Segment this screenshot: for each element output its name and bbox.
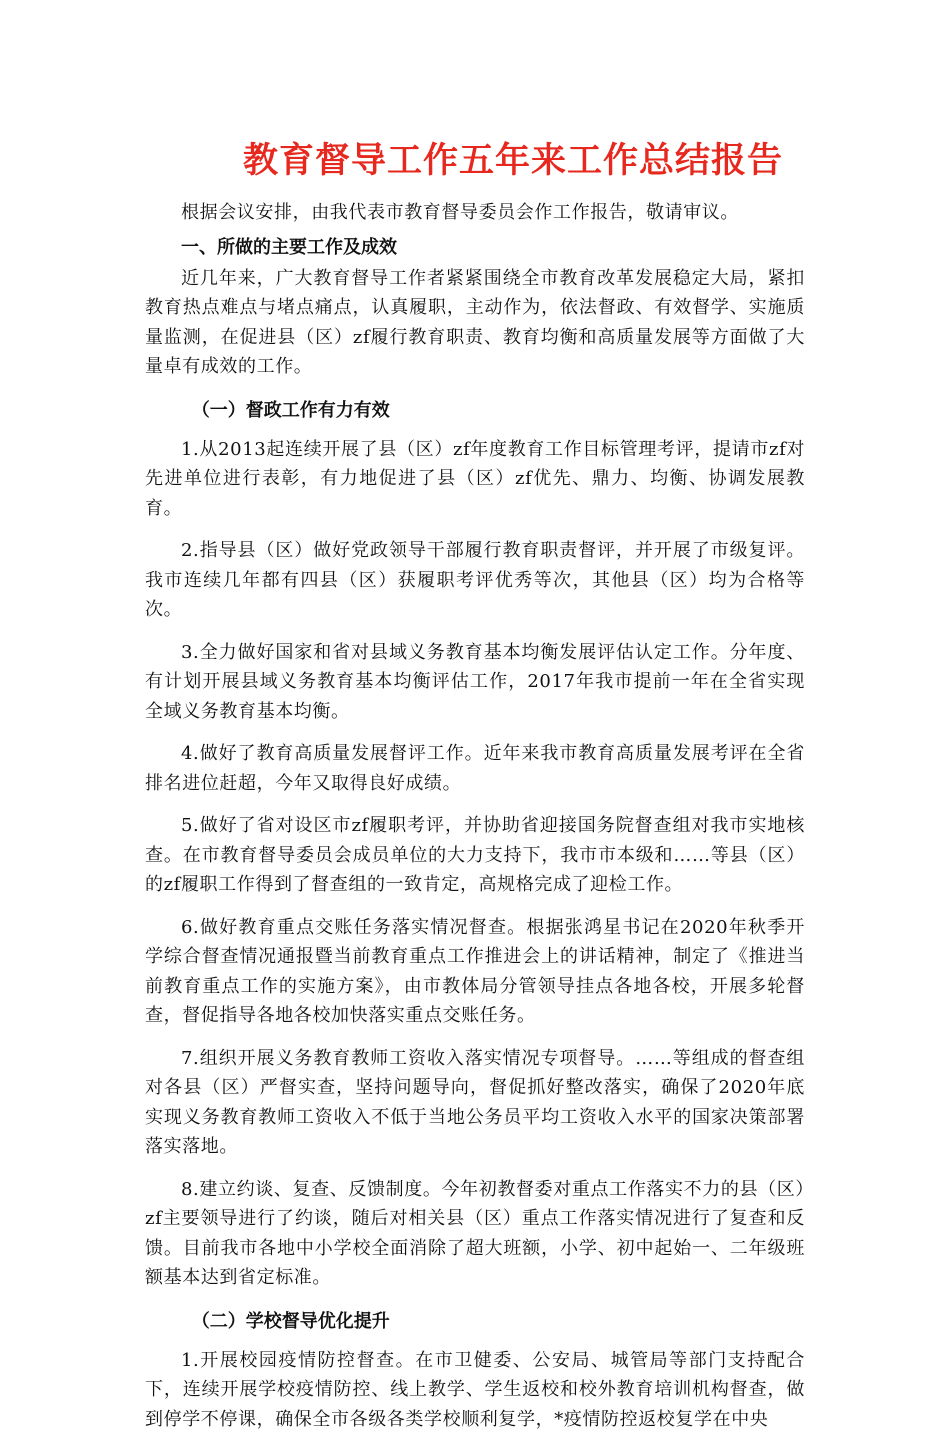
section-heading-1: 一、所做的主要工作及成效 (181, 236, 397, 258)
list-item: 3.全力做好国家和省对县域义务教育基本均衡发展评估认定工作。分年度、有计划开展县域义务教育基本均衡评估工作，2017年我市提前一年在全省实现全域义务教育基本均衡。 (145, 641, 805, 722)
document-title: 教育督导工作五年来工作总结报告 (243, 141, 784, 181)
subsection-heading-2: （二）学校督导优化提升 (191, 1310, 390, 1332)
list-item: 1.从2013起连续开展了县（区）zf年度教育工作目标管理考评，提请市zf对先进单位进行表彰，有力地促进了县（区）zf优先、鼎力、均衡、协调发展教育。 (145, 438, 805, 519)
list-item: 6.做好教育重点交账任务落实情况督查。根据张鸿星书记在2020年秋季开学综合督查情况通报暨当前教育重点工作推进会上的讲话精神，制定了《推进当前教育重点工作的实施方案》，由市教体局分管领导挂点各地各校，开展多轮督查，督促指导各地各校加快落实重点交账任务。 (145, 916, 805, 1026)
list-item: 7.组织开展义务教育教师工资收入落实情况专项督导。……等组成的督查组对各县（区）严督实查，坚持问题导向，督促抓好整改落实，确保了2020年底实现义务教育教师工资收入不低于当地公务员平均工资收入水平的国家决策部署落实落地。 (145, 1047, 805, 1157)
list-item: 2.指导县（区）做好党政领导干部履行教育职责督评，并开展了市级复评。我市连续几年都有四县（区）获履职考评优秀等次，其他县（区）均为合格等次。 (145, 540, 805, 620)
subsection-heading-1: （一）督政工作有力有效 (191, 399, 390, 421)
section-intro-paragraph: 近几年来，广大教育督导工作者紧紧围绕全市教育改革发展稳定大局，紧扣教育热点难点与堵点痛点，认真履职，主动作为，依法督政、有效督学、实施质量监测，在促进县（区）zf履行教育职责、教育均衡和高质量发展等方面做了大量卓有成效的工作。 (145, 267, 805, 377)
document-body (145, 138, 805, 1447)
list-item: 8.建立约谈、复查、反馈制度。今年初教督委对重点工作落实不力的县（区）zf主要领导进行了约谈，随后对相关县（区）重点工作落实情况进行了复查和反馈。目前我市各地中小学校全面消除了超大班额，小学、初中起始一、二年级班额基本达到省定标准。 (145, 1178, 805, 1288)
list-item: 5.做好了省对设区市zf履职考评，并协助省迎接国务院督查组对我市实地核查。在市教育督导委员会成员单位的大力支持下，我市市本级和……等县（区）的zf履职工作得到了督查组的一致肯定，高规格完成了迎检工作。 (145, 815, 805, 895)
list-item: 4.做好了教育高质量发展督评工作。近年来我市教育高质量发展考评在全省排名进位赶超，今年又取得良好成绩。 (145, 743, 805, 794)
list-item: 1.开展校园疫情防控督查。在市卫健委、公安局、城管局等部门支持配合下，连续开展学校疫情防控、线上教学、学生返校和校外教育培训机构督查，做到停学不停课，确保全市各级各类学校顺利复学，*疫情防控返校复学在中央 (145, 1349, 805, 1430)
opening-paragraph: 根据会议安排，由我代表市教育督导委员会作工作报告，敬请审议。 (181, 202, 739, 223)
